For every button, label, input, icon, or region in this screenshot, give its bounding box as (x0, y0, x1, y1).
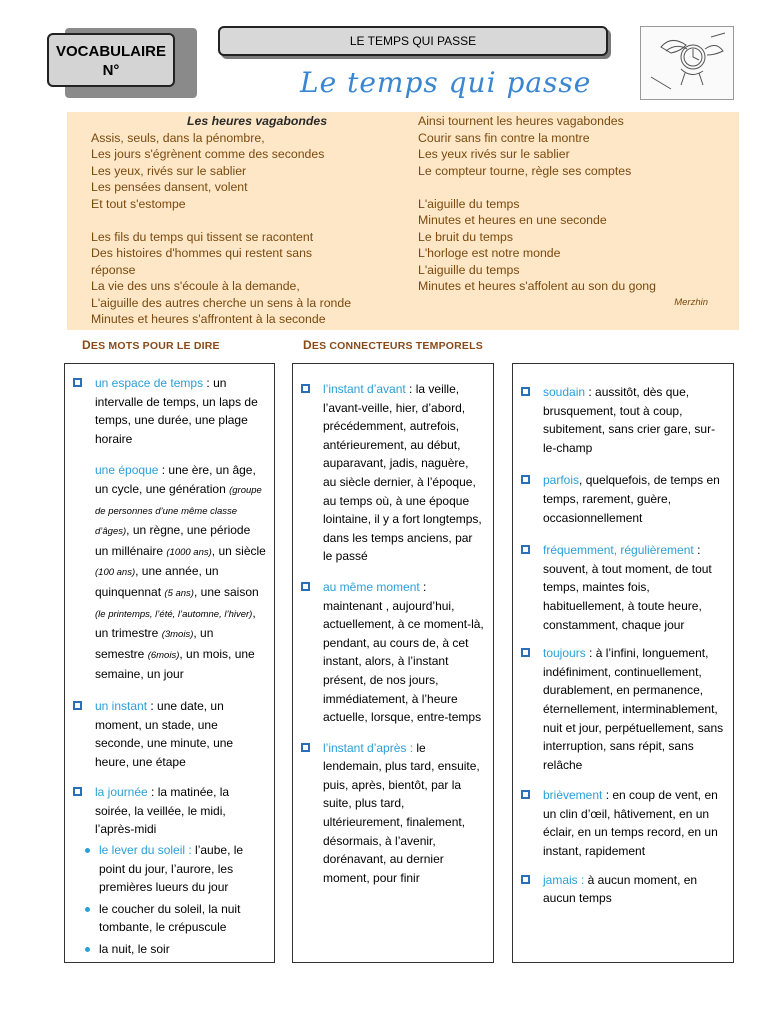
poem-line: Minutes et heures s'affolent au son du gong (418, 279, 656, 293)
section-heading-words (82, 338, 220, 352)
list-item: parfois, quelquefois, de temps en temps, rarement, guère, occasionnellement (521, 471, 725, 527)
section-heading-cap: D (303, 338, 312, 352)
bullet-item: la nuit, le soir (85, 940, 266, 959)
poem-line: Des histoires d'hommes qui restent sans (91, 246, 313, 260)
checkbox-icon (521, 790, 530, 799)
list-item: jamais : à aucun moment, en aucun temps (521, 871, 725, 908)
checkbox-icon (73, 701, 82, 710)
checkbox-icon (301, 743, 310, 752)
checkbox-icon (521, 648, 530, 657)
poem-line: L'aiguille des autres cherche un sens à la ronde (91, 295, 352, 310)
list-item: au même moment : maintenant , aujourd’hui, actuellement, à ce moment-là, pendant, au cours de, à cet instant, alors, à l’instant présent, de nos jours, immédiatement, à l’heure actuelle, lorsque, entre-temps (301, 578, 485, 727)
poem-left-column (91, 113, 351, 328)
poem-line: Le compteur tourne, règle ses comptes (418, 163, 632, 178)
poem-line: L'horloge est notre monde (418, 246, 561, 260)
vocab-badge-title: VOCABULAIRE (55, 43, 166, 60)
list-item: une époque : une ère, un âge, un cycle, une génération (groupe de personnes d’une même classe d’âges), un règne, une période un millénaire (1000 ans), un siècle (100 ans), une année, un quinquennat (5 ans), une saison (le printemps, l’été, l’automne, l’hiver), un trimestre (3mois), un semestre (6mois), un mois, une semaine, un jour (95, 463, 266, 682)
poem-right-column (418, 113, 708, 311)
list-item: soudain : aussitôt, dès que, brusquement, tout à coup, subitement, sans crier gare, sur-le-champ (521, 383, 725, 457)
poem-line: réponse (91, 262, 136, 277)
list-item: un espace de temps : un intervalle de temps, un laps de temps, une durée, une plage horaire (73, 374, 266, 448)
connectors-column-2 (512, 363, 734, 963)
list-item: toujours : à l’infini, longuement, indéfiniment, continuellement, durablement, en permanence, éternellement, interminablement, nuit et jour, perpétuellement, sans interruption, sans répit, sans relâche (521, 644, 725, 774)
poem-line: Assis, seuls, dans la pénombre, (91, 130, 265, 145)
poem-line: La vie des uns s'écoule à la demande, (91, 279, 300, 293)
page-title: Le temps qui passe (300, 66, 592, 99)
checkbox-icon (521, 387, 530, 396)
list-item: l’instant d’après : le lendemain, plus tard, ensuite, puis, après, bientôt, par la suite, plus tard, ultérieurement, finalement, désormais, à l’avenir, dorénavant, au dernier moment, pour finir (301, 739, 485, 888)
section-heading-rest: ES CONNECTEURS TEMPORELS (311, 340, 483, 352)
poem-line: Ainsi tournent les heures vagabondes (418, 114, 624, 128)
poem-line: Et tout s'estompe (91, 196, 186, 211)
poem-line: L'aiguille du temps (418, 262, 520, 277)
list-item: la journée : la matinée, la soirée, la veillée, le midi, l’après-midi (73, 783, 266, 839)
checkbox-icon (521, 545, 530, 554)
list-item: brièvement : en coup de vent, en un clin d’œil, hâtivement, en un éclair, en un temps record, en un instant, rapidement (521, 786, 725, 860)
poem-line: Minutes et heures en une seconde (418, 213, 607, 227)
section-heading-connectors (303, 338, 483, 352)
poem-line: Les yeux, rivés sur le sablier (91, 163, 247, 178)
poem-title: Les heures vagabondes (187, 114, 328, 128)
poem-line: Le bruit du temps (418, 229, 514, 244)
title-banner (218, 26, 608, 56)
bullet-item: le lever du soleil : l’aube, le point du jour, l’aurore, les premières lueurs du jour (85, 841, 266, 897)
poem-line: Les pensées dansent, volent (91, 180, 248, 194)
poem-line: Les yeux rivés sur le sablier (418, 147, 570, 161)
title-banner-text: LE TEMPS QUI PASSE (349, 34, 477, 48)
vocabulary-column-words (64, 363, 275, 963)
checkbox-icon (521, 875, 530, 884)
connectors-column-1 (292, 363, 494, 963)
checkbox-icon (73, 787, 82, 796)
bullet-icon (85, 848, 90, 853)
vocab-badge-number: N° (102, 62, 120, 79)
angel-clock-illustration (640, 26, 734, 100)
poem-author: Merzhin (674, 296, 708, 308)
list-item: fréquemment, régulièrement : souvent, à tout moment, de tout temps, maintes fois, habituellement, à toute heure, constamment, chaque jour (521, 541, 725, 634)
poem-line: Courir sans fin contre la montre (418, 130, 590, 145)
poem-line: Minutes et heures s'affrontent à la seconde (91, 312, 326, 326)
vocab-badge (47, 33, 175, 87)
checkbox-icon (301, 582, 310, 591)
checkbox-icon (301, 384, 310, 393)
section-heading-cap: D (82, 338, 91, 352)
checkbox-icon (73, 378, 82, 387)
poem-line: Les fils du temps qui tissent se racontent (91, 229, 314, 244)
bullet-item: le coucher du soleil, la nuit tombante, le crépuscule (85, 900, 266, 937)
bullet-icon (85, 907, 90, 912)
bullet-icon (85, 947, 90, 952)
list-item: un instant : une date, un moment, un stade, une seconde, une minute, une heure, une étape (73, 697, 266, 771)
checkbox-icon (521, 475, 530, 484)
section-heading-rest: ES MOTS POUR LE DIRE (90, 340, 220, 352)
poem-line: L'aiguille du temps (418, 196, 520, 211)
poem-box (67, 112, 739, 330)
list-item: l’instant d’avant : la veille, l’avant-veille, hier, d’abord, précédemment, autrefois, antérieurement, au début, auparavant, jadis, naguère, au siècle dernier, à l’époque, au temps où, à une époque lointaine, il y a fort longtemps, dans les temps anciens, par le passé (301, 380, 485, 566)
poem-line: Les jours s'égrènent comme des secondes (91, 147, 325, 161)
